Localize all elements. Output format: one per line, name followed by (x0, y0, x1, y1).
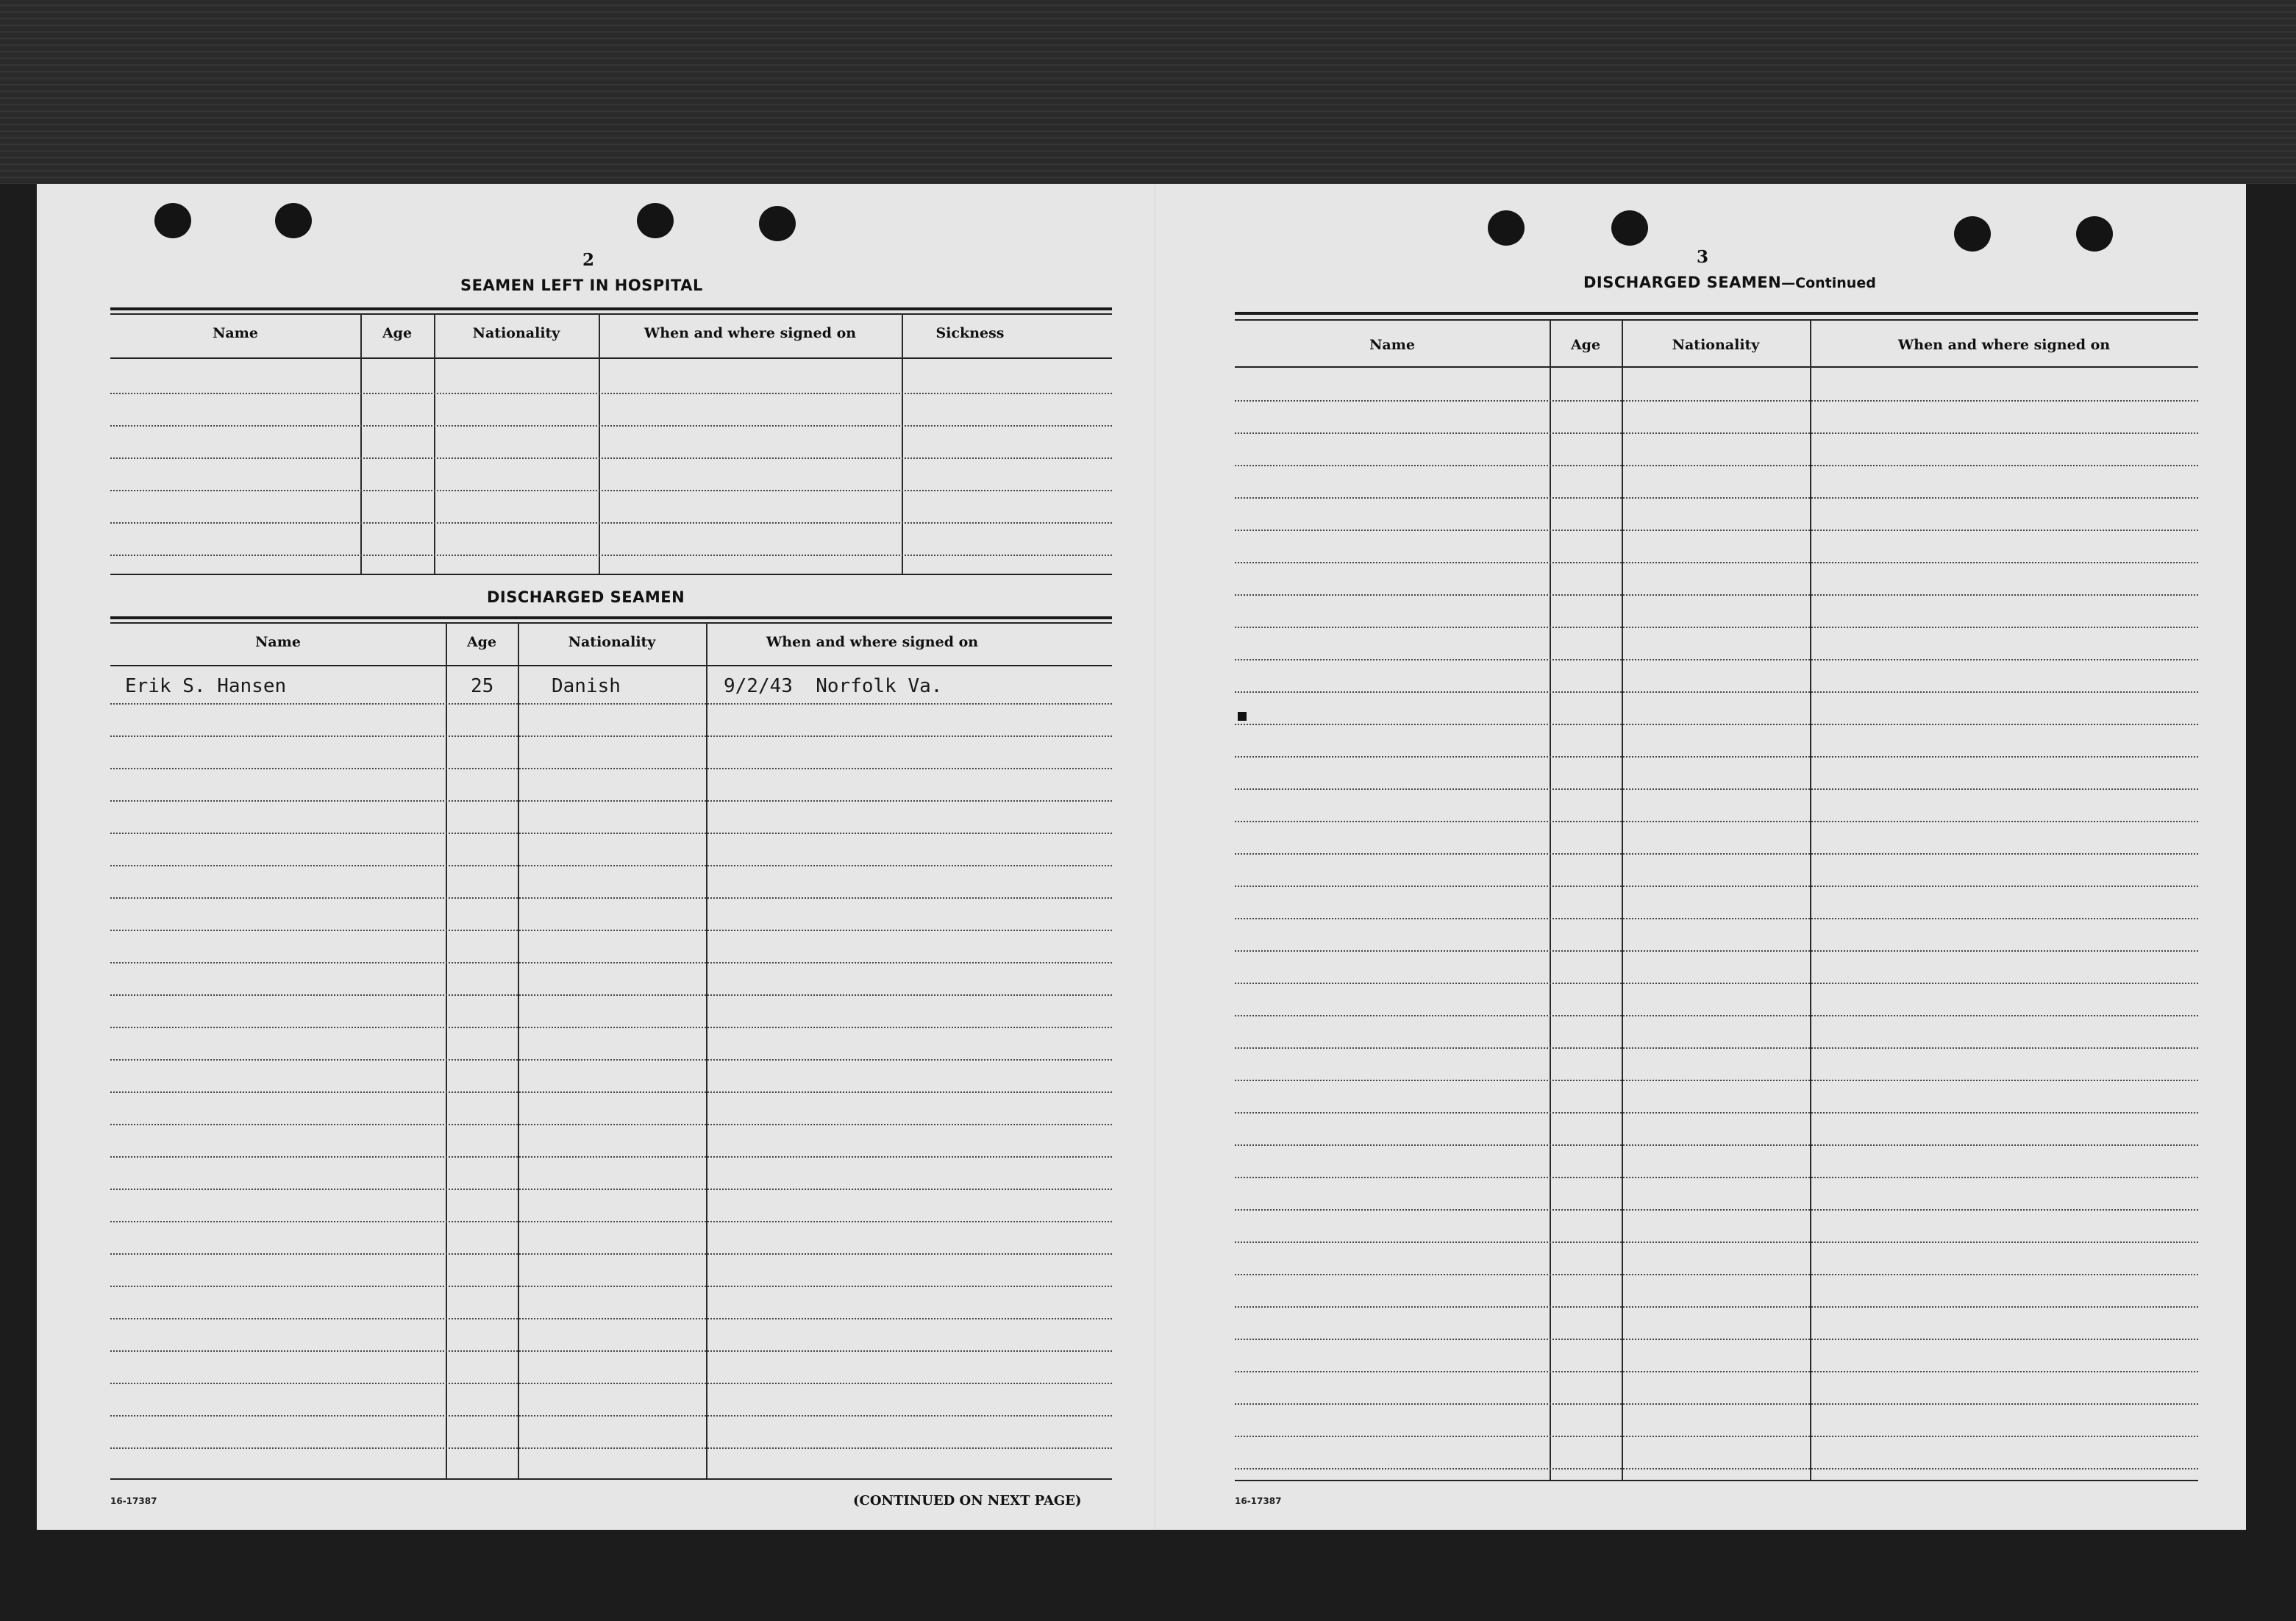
table-row-line (1235, 1112, 2198, 1114)
column-divider (902, 313, 903, 574)
punch-hole (637, 203, 674, 238)
table-row-line (110, 962, 1112, 963)
table-row-line (1235, 1274, 2198, 1275)
column-header: Nationality (1672, 337, 1760, 353)
section-title (1583, 274, 1876, 291)
table-row-line (1235, 1209, 2198, 1211)
table-row-line (1235, 1468, 2198, 1469)
column-header: Age (382, 325, 413, 341)
table-row-line (1235, 627, 2198, 628)
table-row-line (1235, 1403, 2198, 1405)
discharged-table-top-rule (110, 616, 1112, 619)
form-number: 16-17387 (110, 1496, 157, 1506)
table-row-line (1235, 497, 2198, 499)
punch-hole (1488, 210, 1525, 246)
table-row-line (110, 735, 1112, 737)
table-row-line (110, 1189, 1112, 1190)
table-row-line (1235, 1241, 2198, 1243)
punch-hole (154, 203, 191, 238)
punch-hole (759, 206, 796, 241)
table-row-line (110, 865, 1112, 866)
table-row-line (1235, 821, 2198, 822)
table-row-line (1235, 691, 2198, 693)
table-row-line (110, 1124, 1112, 1125)
table-row-line (110, 897, 1112, 899)
discharged-header-rule (110, 665, 1112, 666)
table-top-rule-2 (1235, 319, 2198, 321)
page-number: 2 (582, 250, 594, 270)
form-number: 16-17387 (1235, 1496, 1282, 1506)
table-row-line (110, 1350, 1112, 1352)
table-row-line (1235, 400, 2198, 402)
table-row-line (1235, 756, 2198, 758)
left-page (37, 184, 1155, 1530)
page-number: 3 (1696, 247, 1708, 267)
hospital-header-rule (110, 357, 1112, 359)
punch-hole (1611, 210, 1648, 246)
table-row-line (1235, 1177, 2198, 1178)
table-row-line (1235, 853, 2198, 855)
table-row-line (110, 994, 1112, 996)
column-header: Age (1570, 337, 1601, 353)
table-row-line (1235, 1371, 2198, 1372)
scan-background-bands (0, 0, 2296, 184)
column-header: Sickness (935, 325, 1005, 341)
column-header: Name (213, 325, 258, 341)
table-row-line (110, 393, 1112, 394)
entry-name: Erik S. Hansen (125, 675, 287, 697)
discharged-table-top-rule-2 (110, 622, 1112, 624)
table-row-line (110, 1027, 1112, 1028)
table-row-line (1235, 1436, 2198, 1437)
table-row-line (110, 457, 1112, 459)
table-row-line (1235, 886, 2198, 887)
column-divider (434, 313, 435, 574)
table-row-line (1235, 1306, 2198, 1308)
table-row-line (110, 490, 1112, 491)
discharged-section-title: DISCHARGED SEAMEN (487, 588, 685, 606)
table-row-line (1235, 562, 2198, 563)
continued-note: (CONTINUED ON NEXT PAGE) (853, 1493, 1082, 1508)
discharged-table-bottom-rule (110, 1478, 1112, 1480)
table-row-line (1235, 950, 2198, 952)
hospital-table-top-rule (110, 307, 1112, 310)
table-row-line (1235, 983, 2198, 984)
table-row-line (1235, 1144, 2198, 1146)
ledger-sheet (37, 184, 2246, 1530)
table-row-line (110, 768, 1112, 769)
column-divider (360, 313, 362, 574)
table-row-line (1235, 724, 2198, 725)
table-row-line (1235, 530, 2198, 531)
hospital-table-bottom-rule (110, 574, 1112, 575)
table-row-line (110, 1318, 1112, 1319)
table-row-line (110, 1059, 1112, 1061)
table-row-line (110, 425, 1112, 427)
section-title-suffix: —Continued (1781, 275, 1876, 291)
table-row-line (1235, 788, 2198, 790)
table-row-line (110, 1253, 1112, 1255)
table-row-line (110, 522, 1112, 524)
header-rule (1235, 366, 2198, 368)
table-row-line (1235, 1047, 2198, 1049)
table-row-line (110, 1447, 1112, 1449)
column-header: Nationality (568, 634, 656, 650)
table-row-line (1235, 918, 2198, 919)
column-divider (599, 313, 600, 574)
hospital-table-top-rule-2 (110, 313, 1112, 315)
table-row-line (110, 1286, 1112, 1287)
ink-mark (1238, 712, 1247, 721)
table-row-line (110, 1156, 1112, 1158)
punch-hole (1954, 216, 1991, 252)
table-row-line (1235, 1015, 2198, 1016)
entry-nationality: Danish (552, 675, 621, 697)
column-header: When and where signed on (1897, 337, 2111, 353)
table-row-line (1235, 659, 2198, 660)
table-row-line (110, 833, 1112, 834)
table-row-line (110, 930, 1112, 931)
table-top-rule (1235, 312, 2198, 315)
table-row-line (110, 1091, 1112, 1093)
hospital-section-title: SEAMEN LEFT IN HOSPITAL (460, 277, 703, 294)
entry-age: 25 (471, 675, 494, 697)
table-bottom-rule (1235, 1480, 2198, 1481)
punch-hole (2076, 216, 2113, 252)
table-row-line (1235, 432, 2198, 434)
table-row-line (110, 703, 1112, 705)
section-title-text: DISCHARGED SEAMEN (1583, 274, 1782, 291)
entry-signed-on: 9/2/43 Norfolk Va. (724, 675, 943, 697)
column-header: Nationality (472, 325, 560, 341)
column-header: When and where signed on (766, 634, 979, 650)
table-row-line (1235, 465, 2198, 466)
table-row-line (110, 555, 1112, 556)
column-header: Name (255, 634, 301, 650)
table-row-line (1235, 594, 2198, 596)
column-header: Age (466, 634, 497, 650)
table-row-line (110, 1415, 1112, 1417)
table-row-line (110, 800, 1112, 802)
table-row-line (1235, 1080, 2198, 1081)
table-row-line (110, 1383, 1112, 1384)
punch-hole (275, 203, 312, 238)
column-header: Name (1369, 337, 1415, 353)
table-row-line (110, 1221, 1112, 1222)
table-row-line (1235, 1339, 2198, 1340)
right-page (1155, 184, 2246, 1530)
column-header: When and where signed on (643, 325, 857, 341)
